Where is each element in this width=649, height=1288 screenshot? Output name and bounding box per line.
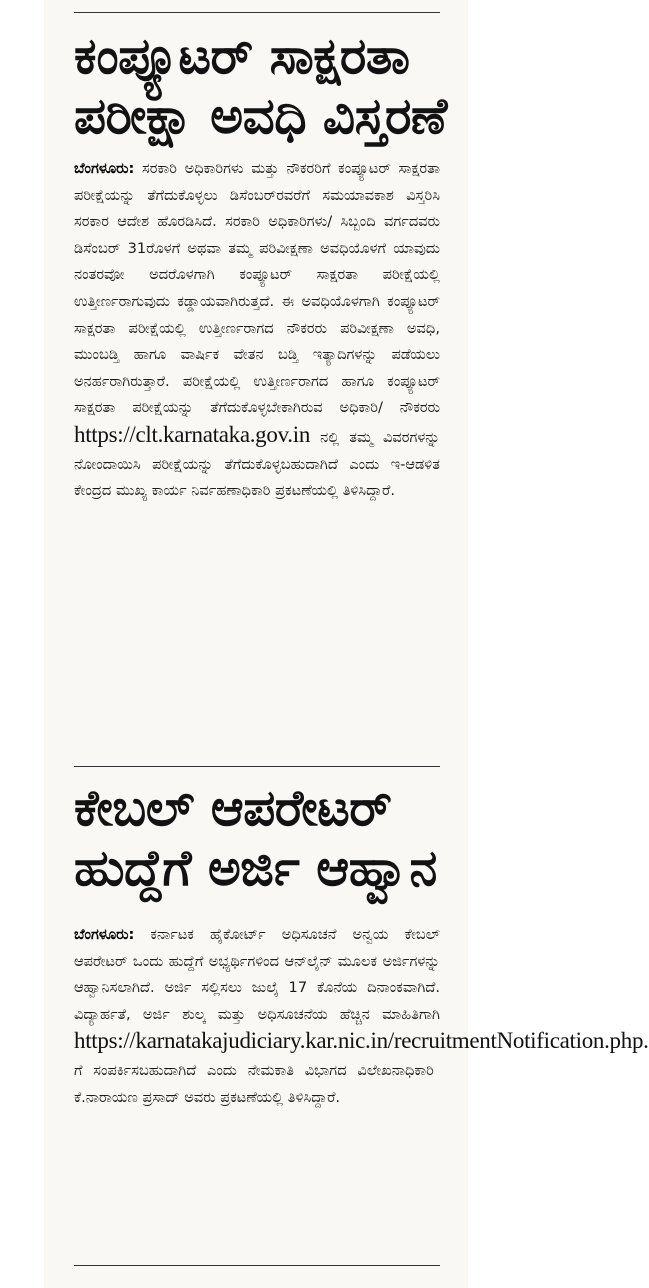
- top-rule: [74, 12, 440, 13]
- article-headline: [74, 26, 447, 152]
- article-computer-literacy: [74, 26, 447, 505]
- headline-line: ಪರೀಕ್ಷಾ ಅವಧಿ ವಿಸ್ತರಣೆ: [74, 87, 447, 145]
- section-divider: [74, 766, 440, 767]
- headline-line: ಕಂಪ್ಯೂಟರ್ ಸಾಕ್ಷರತಾ: [74, 27, 410, 85]
- dateline: ಬೆಂಗಳೂರು:: [74, 160, 135, 177]
- article-cable-operator: [74, 778, 649, 1111]
- headline-line: ಕೇಬಲ್ ಆಪರೇಟರ್: [74, 779, 392, 837]
- body-text: ಕರ್ನಾಟಕ ಹೈಕೋರ್ಟ್ ಅಧಿಸೂಚನೆ ಅನ್ವಯ ಕೇಬಲ್ ಆಪರೇಟರ್ ಒಂದು ಹುದ್ದೆಗೆ ಅಭ್ಯರ್ಥಿಗಳಿಂದ ಆನ್‌ಲೈನ್ ಮೂಲಕ ಅರ್ಜಿಗಳನ್ನು ಆಹ್ವಾನಿಸಲಾಗಿದೆ. ಅರ್ಜಿ ಸಲ್ಲಿಸಲು ಜುಲೈ 17 ಕೊನೆಯ ದಿನಾಂಕವಾಗಿದೆ. ವಿದ್ಯಾರ್ಹತೆ, ಅರ್ಜಿ ಶುಲ್ಕ ಮತ್ತು ಅಧಿಸೂಚನೆಯ ಹೆಚ್ಚಿನ ಮಾಹಿತಿಗಾಗಿ: [74, 926, 440, 1023]
- website-url: https://karnatakajudiciary.kar.nic.in/recruitmentNotification.php.: [74, 1028, 649, 1054]
- website-url: https://clt.karnataka.gov.in: [74, 421, 311, 447]
- headline-line: ಹುದ್ದೆಗೆ ಅರ್ಜಿ ಆಹ್ವಾನ: [74, 839, 437, 897]
- article-body: [74, 922, 649, 1111]
- dateline: ಬೆಂಗಳೂರು:: [74, 926, 135, 943]
- article-headline: [74, 778, 440, 918]
- article-body: [74, 156, 440, 505]
- body-text: ಗೆ ಸಂಪರ್ಕಿಸಬಹುದಾಗಿದೆ ಎಂದು ನೇಮಕಾತಿ ವಿಭಾಗದ ವಿಲೇಖನಾಧಿಕಾರಿ ಕೆ.ನಾರಾಯಣ ಪ್ರಸಾದ್ ಅವರು ಪ್ರಕಟಣೆಯಲ್ಲಿ ತಿಳಿಸಿದ್ದಾರೆ.: [74, 1061, 434, 1106]
- body-text: ನಲ್ಲಿ ತಮ್ಮ ವಿವರಗಳನ್ನು ನೋಂದಾಯಿಸಿ ಪರೀಕ್ಷೆಯನ್ನು ತೆಗೆದುಕೊಳ್ಳಬಹುದಾಗಿದೆ ಎಂದು ಇ-ಆಡಳಿತ ಕೇಂದ್ರದ ಮುಖ್ಯ ಕಾರ್ಯ ನಿರ್ವಹಣಾಧಿಕಾರಿ ಪ್ರಕಟಣೆಯಲ್ಲಿ ತಿಳಿಸಿದ್ದಾರೆ.: [74, 428, 440, 500]
- body-text: ಸರಕಾರಿ ಅಧಿಕಾರಿಗಳು ಮತ್ತು ನೌಕರರಿಗೆ ಕಂಪ್ಯೂಟರ್ ಸಾಕ್ಷರತಾ ಪರೀಕ್ಷೆಯನ್ನು ತೆಗೆದುಕೊಳ್ಳಲು ಡಿಸೆಂಬರ್‌ರವರೆಗೆ ಸಮಯಾವಕಾಶ ವಿಸ್ತರಿಸಿ ಸರಕಾರ ಆದೇಶ ಹೊರಡಿಸಿದೆ. ಸರಕಾರಿ ಅಧಿಕಾರಿಗಳು/ ಸಿಬ್ಬಂದಿ ವರ್ಗದವರು ಡಿಸೆಂಬರ್ 31ರೊಳಗೆ ಅಥವಾ ತಮ್ಮ ಪರಿವೀಕ್ಷಣಾ ಅವಧಿಯೊಳಗೆ ಯಾವುದು ನಂತರವೋ ಅದರೊಳಗಾಗಿ ಕಂಪ್ಯೂಟರ್ ಸಾಕ್ಷರತಾ ಪರೀಕ್ಷೆಯಲ್ಲಿ ಉತ್ತೀರ್ಣರಾಗುವುದು ಕಡ್ಡಾಯವಾಗಿರುತ್ತದೆ. ಈ ಅವಧಿಯೊಳಗಾಗಿ ಕಂಪ್ಯೂಟರ್ ಸಾಕ್ಷರತಾ ಪರೀಕ್ಷೆಯಲ್ಲಿ ಉತ್ತೀರ್ಣರಾಗದ ನೌಕರರು ಪರಿವೀಕ್ಷಣಾ ಅವಧಿ, ಮುಂಬಡ್ತಿ ಹಾಗೂ ವಾರ್ಷಿಕ ವೇತನ ಬಡ್ತಿ ಇತ್ಯಾದಿಗಳನ್ನು ಪಡೆಯಲು ಅನರ್ಹರಾಗಿರುತ್ತಾರೆ. ಪರೀಕ್ಷೆಯಲ್ಲಿ ಉತ್ತೀರ್ಣರಾಗದ ಹಾಗೂ ಕಂಪ್ಯೂಟರ್ ಸಾಕ್ಷರತಾ ಪರೀಕ್ಷೆಯನ್ನು ತೆಗೆದುಕೊಳ್ಳಬೇಕಾಗಿರುವ ಅಧಿಕಾರಿ/ ನೌಕರರು: [74, 160, 440, 417]
- bottom-rule: [74, 1265, 440, 1266]
